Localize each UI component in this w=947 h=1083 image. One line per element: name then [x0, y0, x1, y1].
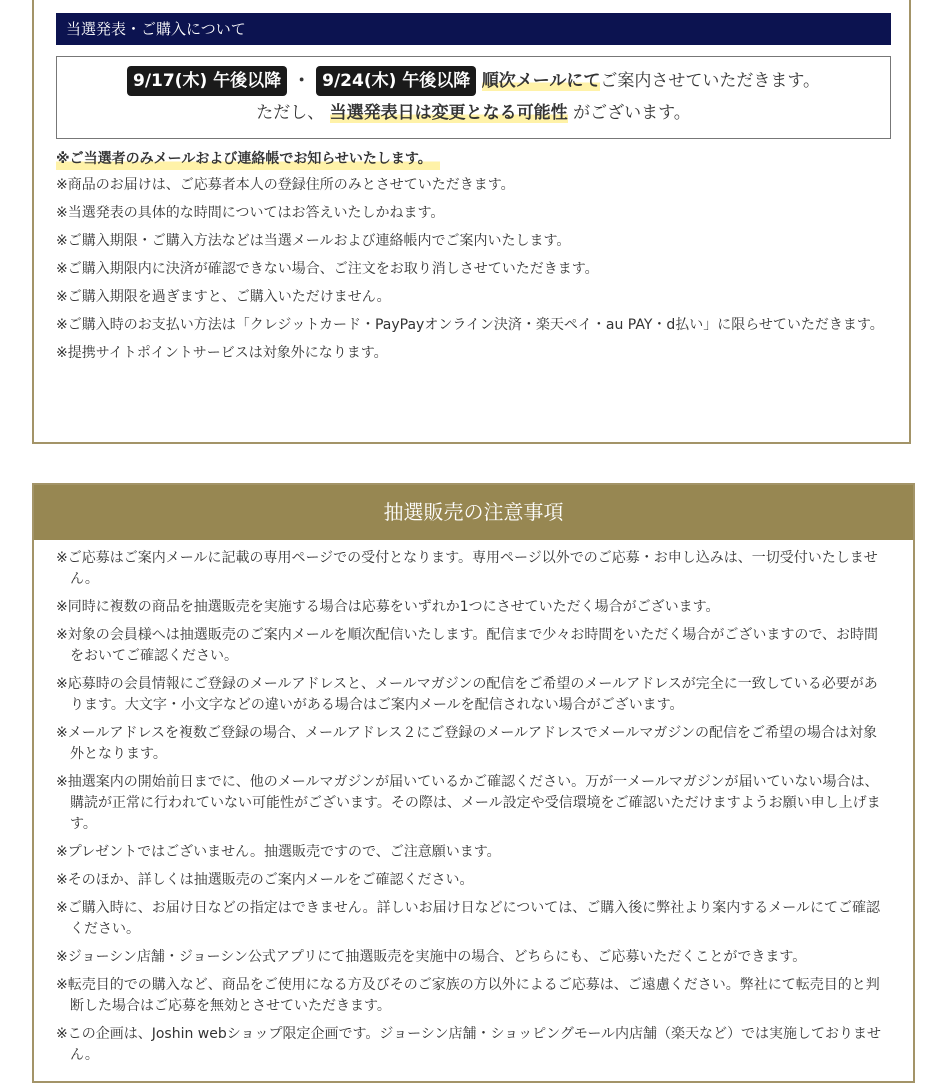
list-item: ※そのほか、詳しくは抽選販売のご案内メールをご確認ください。: [56, 872, 474, 888]
announcement-box: [56, 56, 891, 139]
announcement-line-2: [57, 98, 890, 128]
list-item: ※ご応募はご案内メールに記載の専用ページでの受付となります。専用ページ以外でのご応募・お申し込みは、一切受付いたしません。: [56, 550, 878, 587]
section-header-purchase: 当選発表・ご購入について: [56, 13, 891, 45]
list-item: ※ご購入期限を過ぎますと、ご購入いただけません。: [56, 289, 391, 305]
list-item: ※メールアドレスを複数ご登録の場合、メールアドレス２にご登録のメールアドレスでメールマガジンの配信をご希望の場合は対象外となります。: [56, 725, 877, 762]
list-item: ※商品のお届けは、ご応募者本人の登録住所のみとさせていただきます。: [56, 177, 515, 193]
date-separator: ・: [293, 71, 311, 91]
list-item: ※この企画は、Joshin webショップ限定企画です。ジョーシン店舗・ショッピングモール内店舗（楽天など）では実施しておりません。: [56, 1026, 882, 1063]
list-item: ※当選発表の具体的な時間についてはお答えいたしかねます。: [56, 205, 445, 221]
date-badge-2: 9/24(木) 午後以降: [316, 66, 476, 96]
lottery-notes-panel: [32, 483, 915, 1083]
list-item: ※ご購入時に、お届け日などの指定はできません。詳しいお届け日などについては、ご購入後に弊社より案内するメールにてご確認ください。: [56, 900, 881, 937]
highlight-sequential-mail: 順次メールにて: [481, 71, 601, 91]
list-item: ※応募時の会員情報にご登録のメールアドレスと、メールマガジンの配信をご希望のメールアドレスが完全に一致している必要があります。大文字・小文字などの違いがある場合はご案内メールを配信されない場合がございます。: [56, 676, 878, 713]
list-item: ※ご購入時のお支払い方法は「クレジットカード・PayPayオンライン決済・楽天ペイ・au PAY・d払い」に限らせていただきます。: [56, 317, 884, 333]
list-item: ※提携サイトポイントサービスは対象外になります。: [56, 345, 388, 361]
list-item: ※ご購入期限内に決済が確認できない場合、ご注文をお取り消しさせていただきます。: [56, 261, 599, 277]
date-badge-1: 9/17(木) 午後以降: [127, 66, 287, 96]
announcement-suffix: がございます。: [573, 103, 691, 123]
announcement-text-1: ご案内させていただきます。: [600, 71, 821, 91]
list-item: ※抽選案内の開始前日までに、他のメールマガジンが届いているかご確認ください。万が一メールマガジンが届いていない場合は、購読が正常に行われていない可能性がございます。その際は、メール設定や受信環境をご確認いただけますようお願い申し上げます。: [56, 774, 881, 832]
winner-notice: ※ご当選者のみメールおよび連絡帳でお知らせいたします。: [56, 148, 440, 170]
lottery-notes-list: [56, 548, 888, 1073]
highlight-date-may-change: 当選発表日は変更となる可能性: [329, 103, 568, 123]
list-item: ※転売目的での購入など、商品をご使用になる方及びそのご家族の方以外によるご応募は、ご遠慮ください。弊社にて転売目的と判断した場合はご応募を無効とさせていただきます。: [56, 977, 880, 1014]
list-item: ※ご購入期限・ご購入方法などは当選メールおよび連絡帳内でご案内いたします。: [56, 233, 571, 249]
list-item: ※対象の会員様へは抽選販売のご案内メールを順次配信いたします。配信まで少々お時間をいただく場合がございますので、お時間をおいてご確認ください。: [56, 627, 879, 664]
list-item: ※プレゼントではございません。抽選販売ですので、ご注意願います。: [56, 844, 501, 860]
announcement-prefix: ただし、: [256, 103, 325, 123]
purchase-notes-list: [56, 175, 891, 371]
announcement-line-1: [57, 65, 890, 97]
list-item: ※同時に複数の商品を抽選販売を実施する場合は応募をいずれか1つにさせていただく場合がございます。: [56, 599, 720, 615]
section-header-lottery-notes: 抽選販売の注意事項: [34, 485, 913, 540]
list-item: ※ジョーシン店舗・ジョーシン公式アプリにて抽選販売を実施中の場合、どちらにも、ご応募いただくことができます。: [56, 949, 807, 965]
